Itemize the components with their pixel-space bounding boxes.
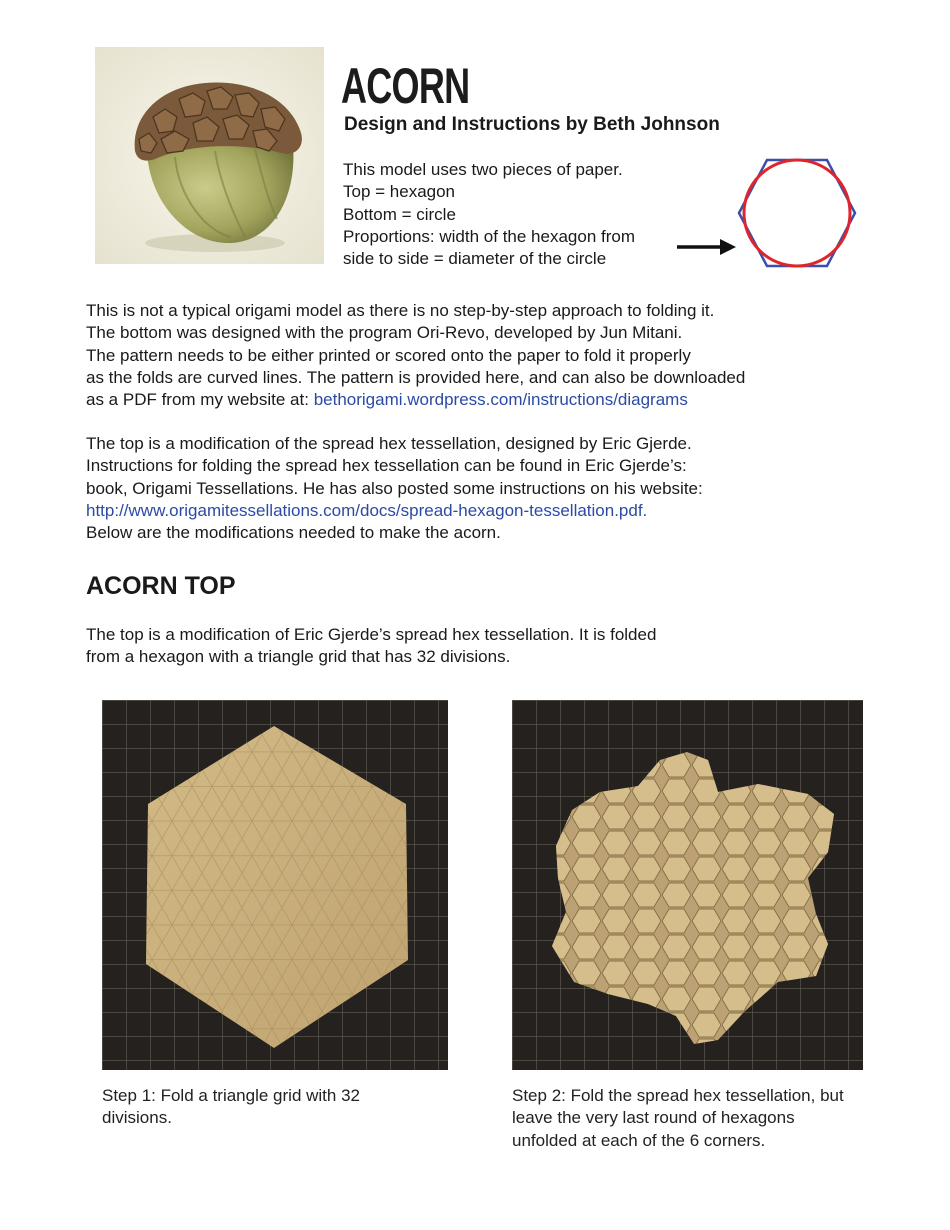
hexagon-circle-diagram (736, 157, 858, 269)
step1-caption: Step 1: Fold a triangle grid with 32 divisions. (102, 1086, 360, 1128)
paragraph-line: as the folds are curved lines. The pattern is provided here, and can also be downloaded (86, 367, 746, 387)
section-heading-acorn-top: ACORN TOP (86, 572, 236, 600)
intro-line: This model uses two pieces of paper. (343, 160, 623, 179)
step2-photo (512, 700, 863, 1070)
circle-shape (744, 160, 850, 266)
paragraph-line-prefix: as a PDF from my website at: (86, 390, 314, 410)
intro-line: Top = hexagon (343, 182, 456, 202)
paragraph-line: The pattern needs to be either printed or scored onto the paper to fold it properly (86, 345, 691, 365)
step2-caption: Step 2: Fold the spread hex tessellation, but leave the very last round of hexagons unfolded at each of the 6 corners. (512, 1086, 844, 1150)
section-intro (86, 624, 656, 669)
intro-line: Proportions: width of the hexagon from (343, 226, 635, 246)
paragraph-line: Instructions for folding the spread hex tessellation can be found in Eric Gjerde’s: (86, 456, 687, 476)
paragraph-line: book, Origami Tessellations. He has also posted some instructions on his website: (86, 478, 703, 498)
website-link[interactable]: bethorigami.wordpress.com/instructions/diagrams (313, 390, 688, 410)
intro-line: Bottom = circle (343, 204, 456, 224)
paragraph-tessellation (86, 433, 703, 544)
paragraph-line: The top is a modification of the spread hex tessellation, designed by Eric Gjerde. (86, 434, 692, 453)
arrow-right-icon (676, 234, 738, 260)
paragraph-line: The bottom was designed with the program Ori-Revo, developed by Jun Mitani. (86, 323, 683, 343)
paragraph-line: This is not a typical origami model as there is no step-by-step approach to folding it. (86, 301, 715, 320)
paragraph-line: The top is a modification of Eric Gjerde’s spread hex tessellation. It is folded (86, 625, 657, 644)
page-title: ACORN (341, 58, 470, 114)
acorn-photo (95, 47, 324, 264)
intro-text (343, 159, 635, 270)
step1-photo (102, 700, 448, 1070)
paragraph-line (86, 389, 745, 411)
paragraph-ori-revo (86, 300, 745, 411)
paragraph-line: from a hexagon with a triangle grid that has 32 divisions. (86, 647, 511, 667)
paragraph-line: Below are the modifications needed to make the acorn. (86, 523, 501, 543)
hexagon-shape (739, 160, 855, 266)
tessellation-pdf-link[interactable]: http://www.origamitessellations.com/docs/spread-hexagon-tessellation.pdf. (86, 500, 648, 520)
page-subtitle: Design and Instructions by Beth Johnson (344, 114, 720, 135)
intro-line: side to side = diameter of the circle (343, 249, 607, 269)
